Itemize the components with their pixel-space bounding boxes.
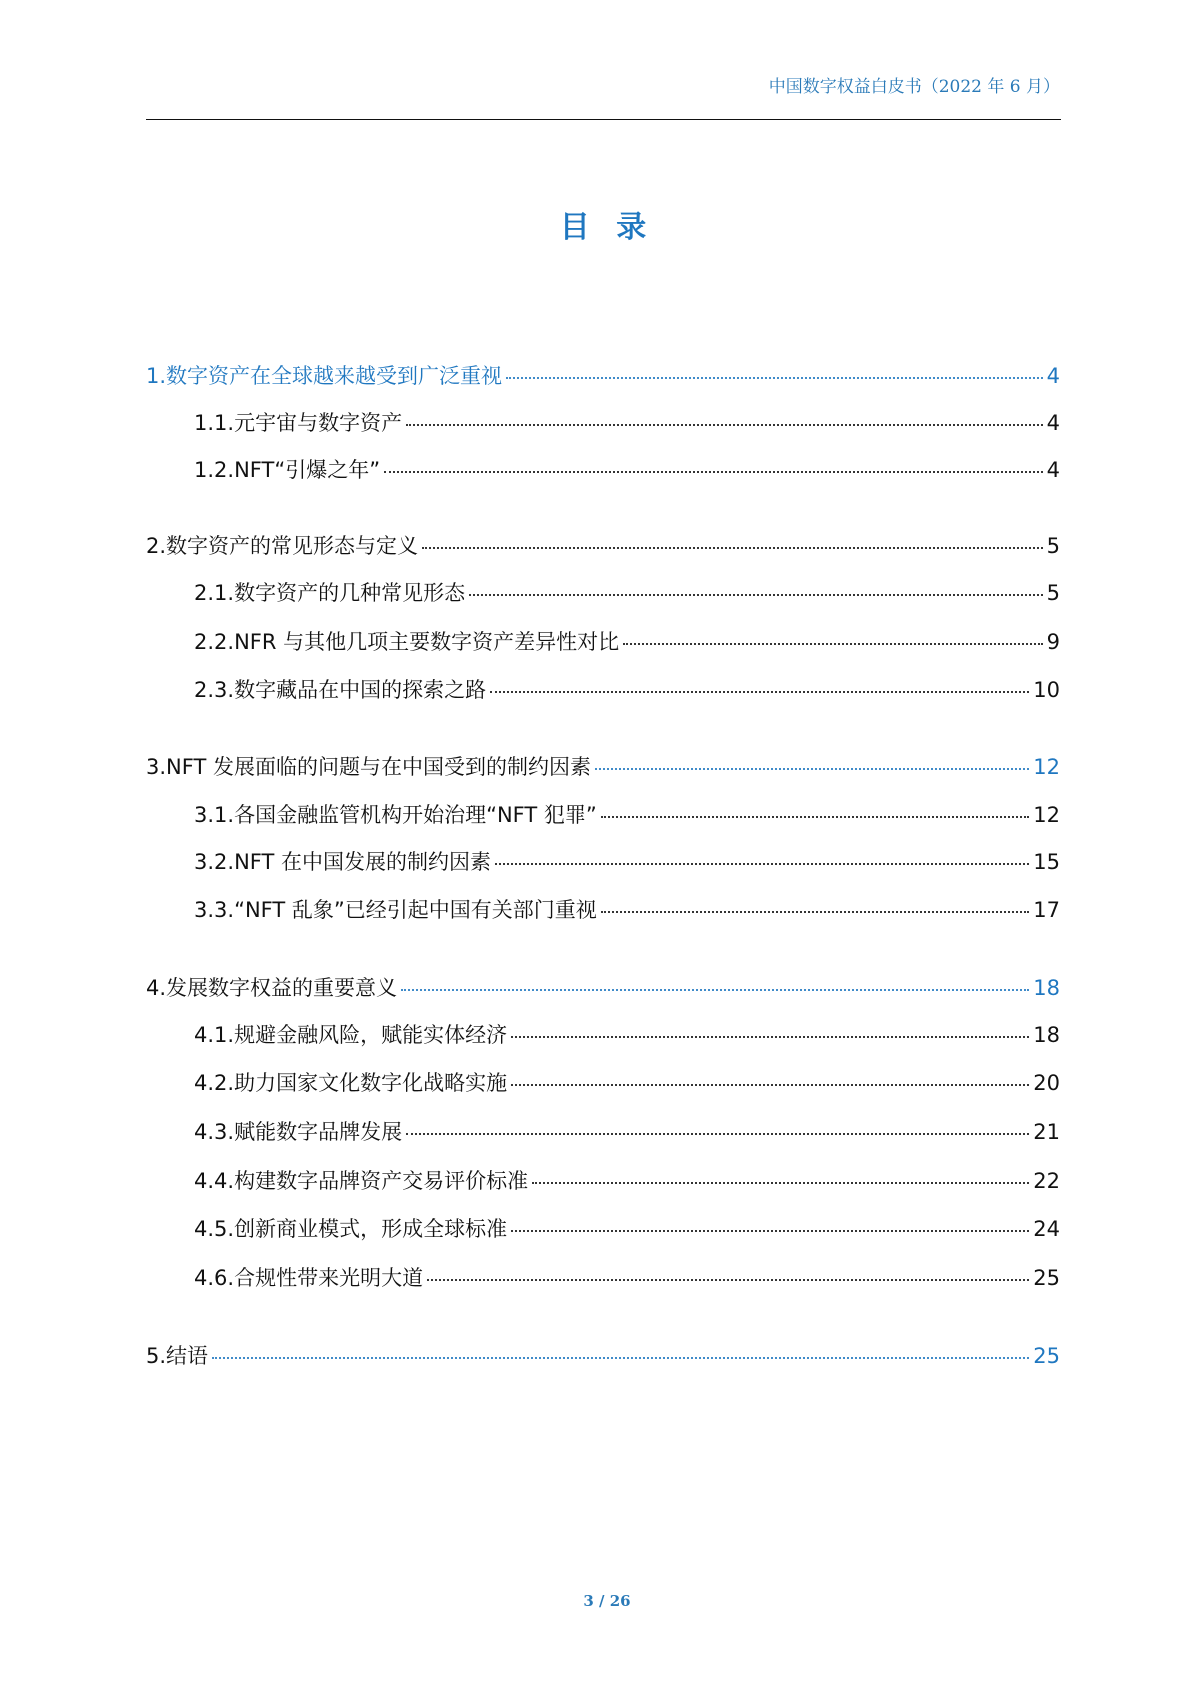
toc-entry-label: 4.4.构建数字品牌资产交易评价标准 bbox=[194, 1169, 529, 1193]
dot-leader bbox=[401, 989, 1029, 991]
toc-entry-label: 4.2.助力国家文化数字化战略实施 bbox=[194, 1071, 508, 1095]
header-divider bbox=[146, 119, 1061, 120]
toc-entry-label: 3.1.各国金融监管机构开始治理“NFT 犯罪” bbox=[194, 803, 597, 827]
toc-entry-label: 4.1.规避金融风险，赋能实体经济 bbox=[194, 1023, 508, 1047]
toc-entry-label: 2.1.数字资产的几种常见形态 bbox=[194, 581, 466, 605]
toc-entry-page: 21 bbox=[1033, 1120, 1060, 1144]
toc-entry-label: 1.数字资产在全球越来越受到广泛重视 bbox=[146, 364, 503, 388]
document-header-title: 中国数字权益白皮书（2022 年 6 月） bbox=[768, 77, 1060, 97]
toc-entry-page: 5 bbox=[1046, 534, 1060, 558]
dot-leader bbox=[495, 863, 1029, 865]
toc-entry-label: 2.3.数字藏品在中国的探索之路 bbox=[194, 678, 487, 702]
toc-entry-section-4-2[interactable] bbox=[194, 1067, 1060, 1097]
toc-entry-section-4-1[interactable] bbox=[194, 1019, 1060, 1049]
toc-entry-section-1[interactable] bbox=[146, 360, 1060, 390]
toc-entry-label: 1.2.NFT“引爆之年” bbox=[194, 458, 381, 482]
dot-leader bbox=[623, 643, 1042, 645]
dot-leader bbox=[427, 1279, 1029, 1281]
dot-leader bbox=[511, 1084, 1029, 1086]
toc-entry-label: 2.2.NFR 与其他几项主要数字资产差异性对比 bbox=[194, 630, 620, 654]
toc-entry-page: 20 bbox=[1033, 1071, 1060, 1095]
toc-entry-label: 4.6.合规性带来光明大道 bbox=[194, 1266, 424, 1290]
toc-entry-section-4[interactable] bbox=[146, 972, 1060, 1002]
toc-entry-section-3[interactable] bbox=[146, 751, 1060, 781]
dot-leader bbox=[212, 1357, 1029, 1359]
dot-leader bbox=[490, 691, 1029, 693]
toc-entry-page: 15 bbox=[1033, 850, 1060, 874]
dot-leader bbox=[406, 1133, 1029, 1135]
toc-entry-page: 5 bbox=[1046, 581, 1060, 605]
dot-leader bbox=[595, 768, 1029, 770]
toc-entry-page: 9 bbox=[1046, 630, 1060, 654]
toc-entry-label: 3.NFT 发展面临的问题与在中国受到的制约因素 bbox=[146, 755, 591, 779]
dot-leader bbox=[406, 424, 1043, 426]
page-number: 3 / 26 bbox=[583, 1592, 631, 1610]
toc-entry-page: 25 bbox=[1033, 1344, 1060, 1368]
toc-entry-section-5[interactable] bbox=[146, 1340, 1060, 1370]
dot-leader bbox=[532, 1182, 1029, 1184]
toc-entry-page: 24 bbox=[1033, 1217, 1060, 1241]
toc-entry-section-2-2[interactable] bbox=[194, 626, 1060, 656]
toc-entry-page: 22 bbox=[1033, 1169, 1060, 1193]
dot-leader bbox=[506, 377, 1043, 379]
toc-entry-label: 3.3.“NFT 乱象”已经引起中国有关部门重视 bbox=[194, 898, 597, 922]
toc-entry-label: 2.数字资产的常见形态与定义 bbox=[146, 534, 419, 558]
toc-entry-section-4-3[interactable] bbox=[194, 1116, 1060, 1146]
toc-entry-page: 4 bbox=[1046, 364, 1060, 388]
toc-entry-section-1-1[interactable] bbox=[194, 407, 1060, 437]
toc-entry-section-4-6[interactable] bbox=[194, 1262, 1060, 1292]
toc-entry-page: 25 bbox=[1033, 1266, 1060, 1290]
toc-entry-page: 12 bbox=[1033, 803, 1060, 827]
toc-entry-section-2-3[interactable] bbox=[194, 674, 1060, 704]
dot-leader bbox=[511, 1230, 1029, 1232]
toc-entry-page: 18 bbox=[1033, 976, 1060, 1000]
toc-entry-label: 4.5.创新商业模式，形成全球标准 bbox=[194, 1217, 508, 1241]
toc-entry-label: 3.2.NFT 在中国发展的制约因素 bbox=[194, 850, 491, 874]
toc-entry-section-3-3[interactable] bbox=[194, 894, 1060, 924]
toc-entry-section-1-2[interactable] bbox=[194, 454, 1060, 484]
toc-entry-page: 4 bbox=[1046, 411, 1060, 435]
toc-entry-label: 1.1.元宇宙与数字资产 bbox=[194, 411, 403, 435]
toc-entry-page: 17 bbox=[1033, 898, 1060, 922]
toc-entry-label: 5.结语 bbox=[146, 1344, 209, 1368]
dot-leader bbox=[511, 1036, 1029, 1038]
dot-leader bbox=[384, 471, 1043, 473]
toc-entry-section-3-1[interactable] bbox=[194, 799, 1060, 829]
toc-entry-section-4-4[interactable] bbox=[194, 1165, 1060, 1195]
toc-entry-section-2-1[interactable] bbox=[194, 577, 1060, 607]
toc-entry-section-2[interactable] bbox=[146, 530, 1060, 560]
toc-entry-page: 4 bbox=[1046, 458, 1060, 482]
toc-entry-label: 4.3.赋能数字品牌发展 bbox=[194, 1120, 403, 1144]
toc-entry-section-3-2[interactable] bbox=[194, 846, 1060, 876]
dot-leader bbox=[601, 911, 1030, 913]
dot-leader bbox=[469, 594, 1043, 596]
toc-entry-page: 18 bbox=[1033, 1023, 1060, 1047]
toc-entry-section-4-5[interactable] bbox=[194, 1213, 1060, 1243]
dot-leader bbox=[601, 816, 1030, 818]
toc-entry-page: 10 bbox=[1033, 678, 1060, 702]
toc-entry-page: 12 bbox=[1033, 755, 1060, 779]
dot-leader bbox=[422, 547, 1043, 549]
toc-title: 目 录 bbox=[559, 210, 655, 245]
toc-entry-label: 4.发展数字权益的重要意义 bbox=[146, 976, 398, 1000]
